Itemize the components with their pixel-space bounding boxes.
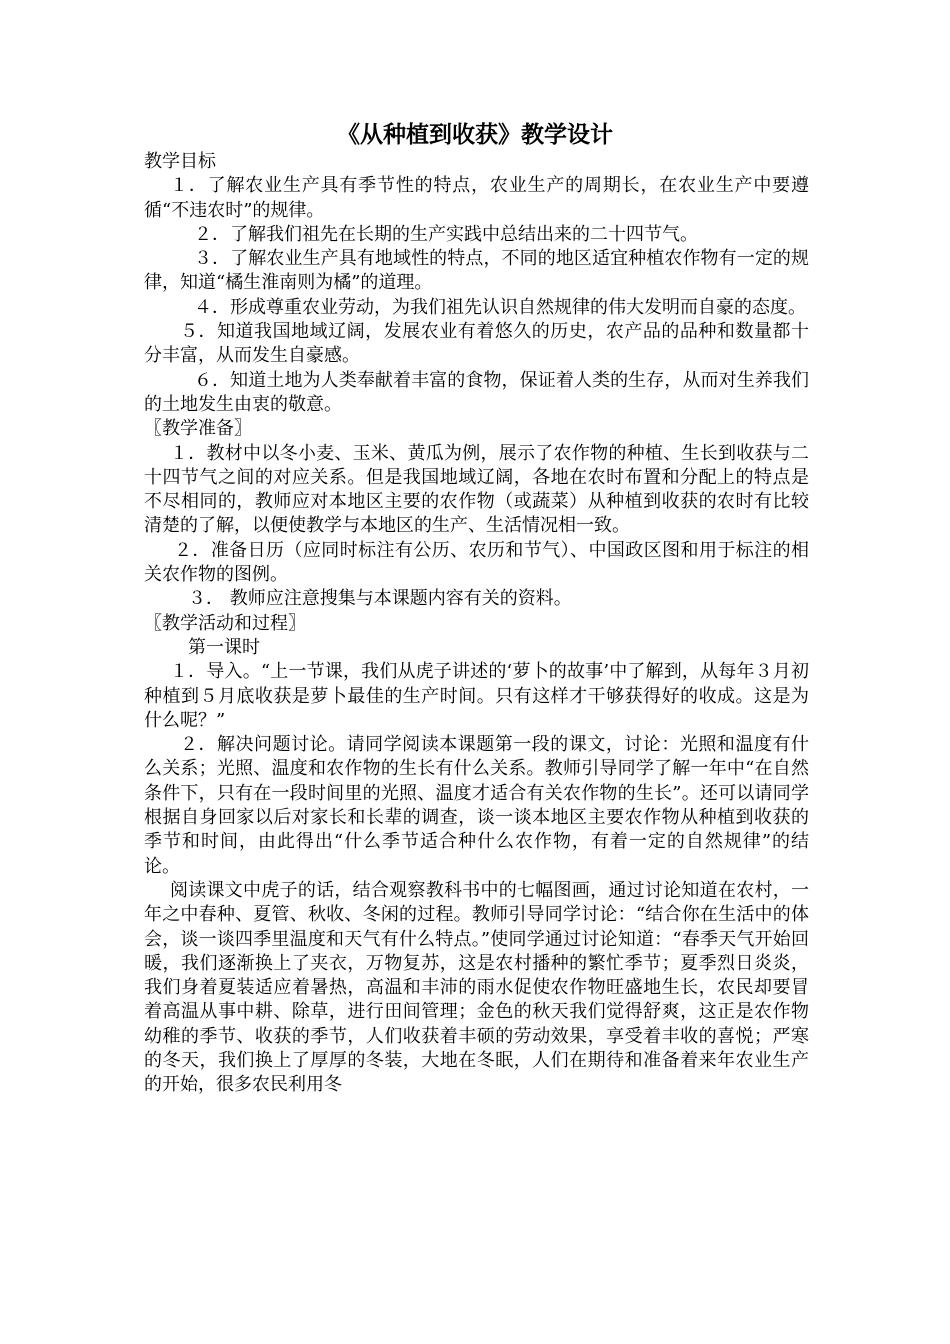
- goal-paragraph: １．了解农业生产具有季节性的特点，农业生产的周期长，在农业生产中要遵循“不违农时”的规律。: [144, 175, 809, 221]
- lesson-label: 第一课时: [188, 636, 260, 658]
- prep-paragraph: ３． 教师应注意搜集与本课题内容有关的资料。: [188, 588, 572, 610]
- process-paragraph: 阅读课文中虎子的话，结合观察教科书中的七幅图画，通过讨论知道在农村，一年之中春种、夏管、秋收、冬闲的过程。教师引导同学讨论：“结合你在生活中的体会，谈一谈四季里温度和天气有什么特点。”使同学通过讨论知道：“春季天气开始回暖，我们逐渐换上了夹衣，万物复苏，这是农村播种的繁忙季节；夏季烈日炎炎，我们身着夏装适应着暑热，高温和丰沛的雨水促使农作物旺盛地生长，农民却要冒着高温从事中耕、除草，进行田间管理；金色的秋天我们觉得舒爽，这正是农作物幼稚的季节、收获的季节，人们收获着丰硕的劳动效果，享受着丰收的喜悦；严寒的冬天，我们换上了厚厚的冬装，大地在冬眠，人们在期待和准备着来年农业生产的开始，很多农民利用冬: [144, 879, 809, 1096]
- document-body: [144, 150, 809, 1098]
- prep-paragraph: １．教材中以冬小麦、玉米、黄瓜为例，展示了农作物的种植、生长到收获与二十四节气之间的对应关系。但是我国地域辽阔，各地在农时布置和分配上的特点是不尽相同的，教师应对本地区主要的农作物（或蔬菜）从种植到收获的农时有比较清楚的了解，以便使教学与本地区的生产、生活情况相一致。: [144, 442, 809, 537]
- process-paragraph: １．导入。“上一节课，我们从虎子讲述的‘萝卜的故事’中了解到，从每年３月初种植到５月底收获是萝卜最佳的生产时间。只有这样才干够获得好的收成。这是为什么呢？”: [144, 661, 809, 731]
- goal-paragraph: ４．形成尊重农业劳动，为我们祖先认识自然规律的伟大发明而自豪的态度。: [194, 296, 806, 318]
- goal-paragraph: ５．知道我国地域辽阔，发展农业有着悠久的历史，农产品的品种和数量都十分丰富，从而发生自豪感。: [144, 321, 809, 367]
- goal-paragraph: ３．了解农业生产具有地域性的特点，不同的地区适宜种植农作物有一定的规律，知道“橘生淮南则为橘”的道理。: [144, 248, 809, 294]
- goal-paragraph: ６．知道土地为人类奉献着丰富的食物，保证着人类的生存，从而对生养我们的土地发生由衷的敬意。: [144, 369, 809, 415]
- process-paragraph: ２．解决问题讨论。请同学阅读本课题第一段的课文，讨论：光照和温度有什么关系；光照、温度和农作物的生长有什么关系。教师引导同学了解一年中“在自然条件下，只有在一段时间里的光照、温度才适合有关农作物的生长”。还可以请同学根据自身回家以后对家长和长辈的调查，谈一谈本地区主要农作物从种植到收获的季节和时间，由此得出“什么季节适合种什么农作物，有着一定的自然规律”的结论。: [144, 734, 809, 877]
- goal-paragraph: ２．了解我们祖先在长期的生产实践中总结出来的二十四节气。: [194, 223, 698, 245]
- prep-paragraph: ２．准备日历（应同时标注有公历、农历和节气）、中国政区图和用于标注的相关农作物的图例。: [144, 539, 809, 586]
- goals-heading: 教学目标: [144, 151, 216, 172]
- process-heading: 〖教学活动和过程〗: [144, 612, 306, 634]
- prep-heading: 〖教学准备〗: [144, 418, 252, 440]
- document-title: 《从种植到收获》教学设计: [337, 121, 613, 148]
